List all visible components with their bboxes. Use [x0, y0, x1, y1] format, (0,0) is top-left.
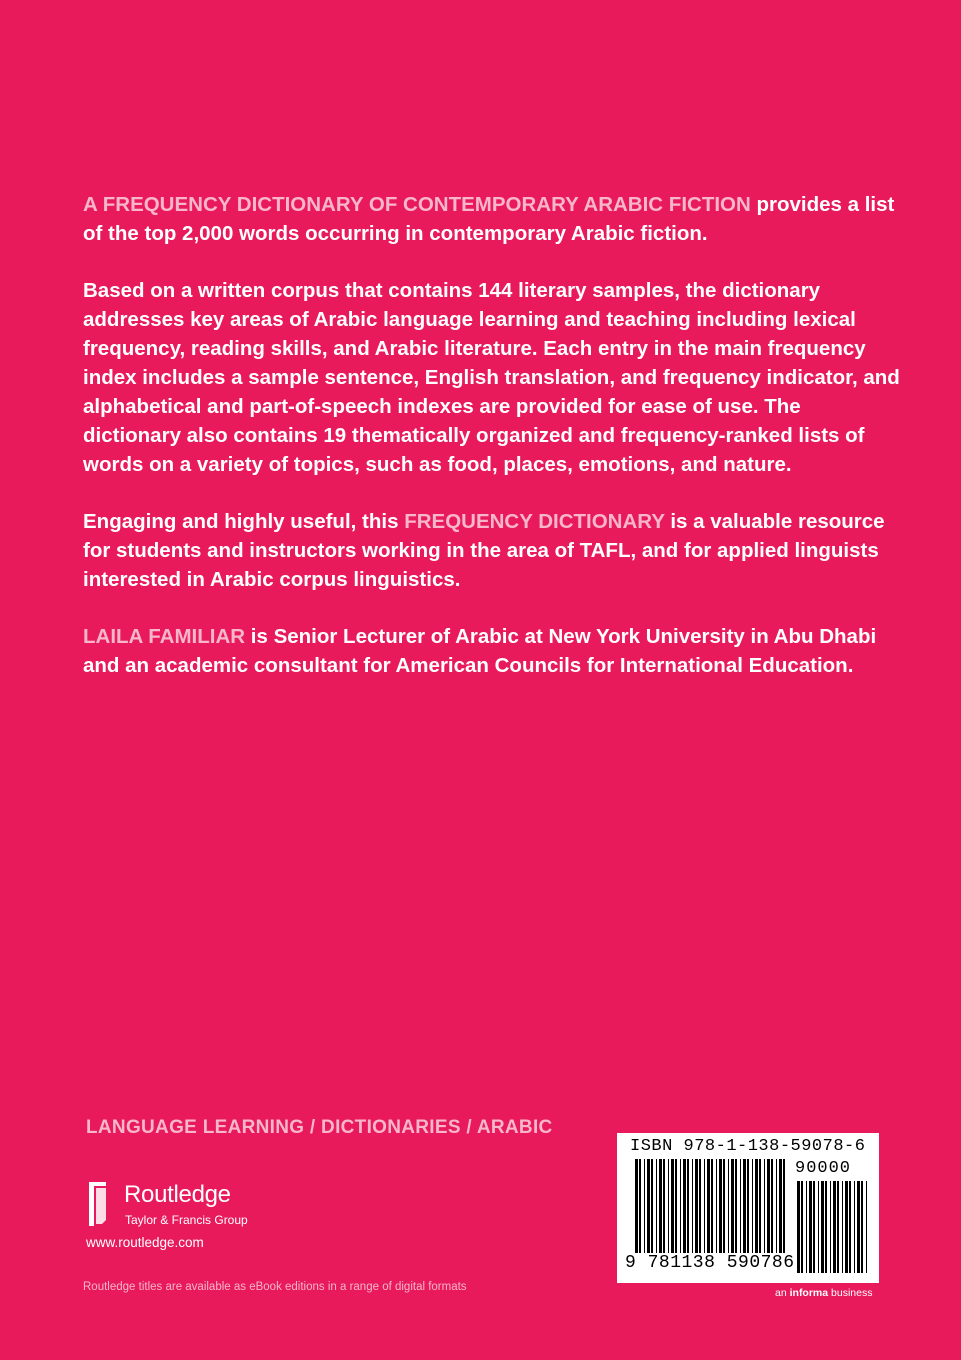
barcode-bar — [731, 1159, 734, 1253]
barcode-bar — [825, 1181, 827, 1273]
barcode-bar — [818, 1181, 819, 1273]
barcode-bar — [711, 1159, 713, 1253]
barcode-bar — [764, 1159, 765, 1253]
barcode-bar — [651, 1159, 653, 1253]
barcode-bar — [771, 1159, 773, 1253]
barcode-bar — [806, 1181, 807, 1273]
barcode-bar — [849, 1181, 851, 1273]
barcode-bar — [680, 1159, 681, 1253]
barcode-bar — [719, 1159, 722, 1253]
barcode-bar — [866, 1181, 867, 1273]
barcode-bar — [639, 1159, 641, 1253]
barcode-bar — [683, 1159, 686, 1253]
barcode-bar — [779, 1159, 782, 1253]
blurb-text: provides a list of the top 2,000 words occurring in contemporary Arabic fiction. — [83, 193, 895, 245]
series-title-highlight: FREQUENCY DICTIONARY — [404, 510, 665, 533]
barcode-bar — [861, 1181, 863, 1273]
barcode-bar — [668, 1159, 669, 1253]
barcode-bar — [704, 1159, 705, 1253]
barcode-bar — [692, 1159, 693, 1253]
blurb-paragraph-3 — [83, 507, 903, 594]
barcode-bar — [644, 1159, 645, 1253]
subject-category: LANGUAGE LEARNING / DICTIONARIES / ARABIC — [86, 1117, 553, 1138]
barcode-bar — [743, 1159, 746, 1253]
barcode-bar — [801, 1181, 803, 1273]
barcode-bar — [716, 1159, 717, 1253]
author-bio-text: is Senior Lecturer of Arabic at New York University in Abu Dhabi and an academic consultant for American Councils for International Education. — [83, 625, 877, 677]
ean-number: 9 781138 590786 — [625, 1253, 795, 1273]
barcode-bar — [821, 1181, 824, 1273]
barcode-bar — [833, 1181, 836, 1273]
barcode-bar — [842, 1181, 843, 1273]
barcode-bar — [755, 1159, 758, 1253]
publisher-name: Routledge — [124, 1181, 231, 1208]
barcode-bar — [783, 1159, 785, 1253]
barcode-bar — [728, 1159, 729, 1253]
informa-business-note — [775, 1287, 872, 1299]
blurb-paragraph-1 — [83, 190, 903, 248]
barcode-bar — [747, 1159, 749, 1253]
author-bio — [83, 622, 903, 680]
publisher-group: Taylor & Francis Group — [125, 1213, 248, 1227]
barcode-bar — [809, 1181, 812, 1273]
barcode-bar — [671, 1159, 674, 1253]
author-name: LAILA FAMILIAR — [83, 625, 246, 648]
blurb-text: is a valuable resource for students and instructors working in the area of TAFL, and for applied linguists interested in Arabic corpus linguistics. — [83, 510, 885, 591]
price-addon-number: 90000 — [795, 1159, 852, 1178]
barcode-bar — [776, 1159, 777, 1253]
barcode-bar — [675, 1159, 677, 1253]
barcode-bar — [813, 1181, 815, 1273]
barcode-bar — [752, 1159, 753, 1253]
informa-suffix: business — [828, 1287, 873, 1299]
barcode-bar — [845, 1181, 848, 1273]
barcode-bar — [687, 1159, 689, 1253]
barcode-bar — [857, 1181, 860, 1273]
back-cover-blurb — [83, 190, 903, 708]
routledge-logo — [86, 1180, 286, 1230]
barcode-bar — [837, 1181, 839, 1273]
barcode-bar — [695, 1159, 698, 1253]
barcode-bar — [759, 1159, 761, 1253]
barcode-bar — [723, 1159, 725, 1253]
barcode-bar — [699, 1159, 701, 1253]
barcode-bar — [635, 1159, 638, 1253]
barcode-bar — [735, 1159, 737, 1253]
barcode-bar — [647, 1159, 650, 1253]
barcode-bar — [659, 1159, 662, 1253]
blurb-paragraph-2: Based on a written corpus that contains 144 literary samples, the dictionary addresses key areas of Arabic language learning and teaching including lexical frequency, reading skills, and Arabic literature. Each entry in the main frequency index includes a sample sentence, English translation, and frequency indicator, and alphabetical and part-of-speech indexes are provided for ease of use. The dictionary also contains 19 thematically organized and frequency-ranked lists of words on a variety of topics, such as food, places, emotions, and nature. — [83, 279, 900, 476]
barcode-bar — [663, 1159, 665, 1253]
publisher-website-link[interactable]: www.routledge.com — [86, 1235, 204, 1250]
isbn-barcode — [617, 1133, 879, 1283]
blurb-text: Engaging and highly useful, this — [83, 510, 405, 533]
barcode-bar — [740, 1159, 741, 1253]
informa-prefix: an — [775, 1287, 790, 1299]
isbn-number: ISBN 978-1-138-59078-6 — [630, 1137, 866, 1156]
barcode-bar — [830, 1181, 831, 1273]
barcode-bar — [707, 1159, 710, 1253]
routledge-r-icon — [86, 1180, 110, 1228]
informa-brand: informa — [789, 1287, 829, 1299]
ebook-note: Routledge titles are available as eBook editions in a range of digital formats — [83, 1281, 467, 1293]
barcode-bar — [656, 1159, 657, 1253]
barcode-bar — [767, 1159, 770, 1253]
book-title-highlight: A FREQUENCY DICTIONARY OF CONTEMPORARY ARABIC FICTION — [83, 193, 751, 216]
barcode-bar — [797, 1181, 800, 1273]
barcode-bar — [854, 1181, 855, 1273]
